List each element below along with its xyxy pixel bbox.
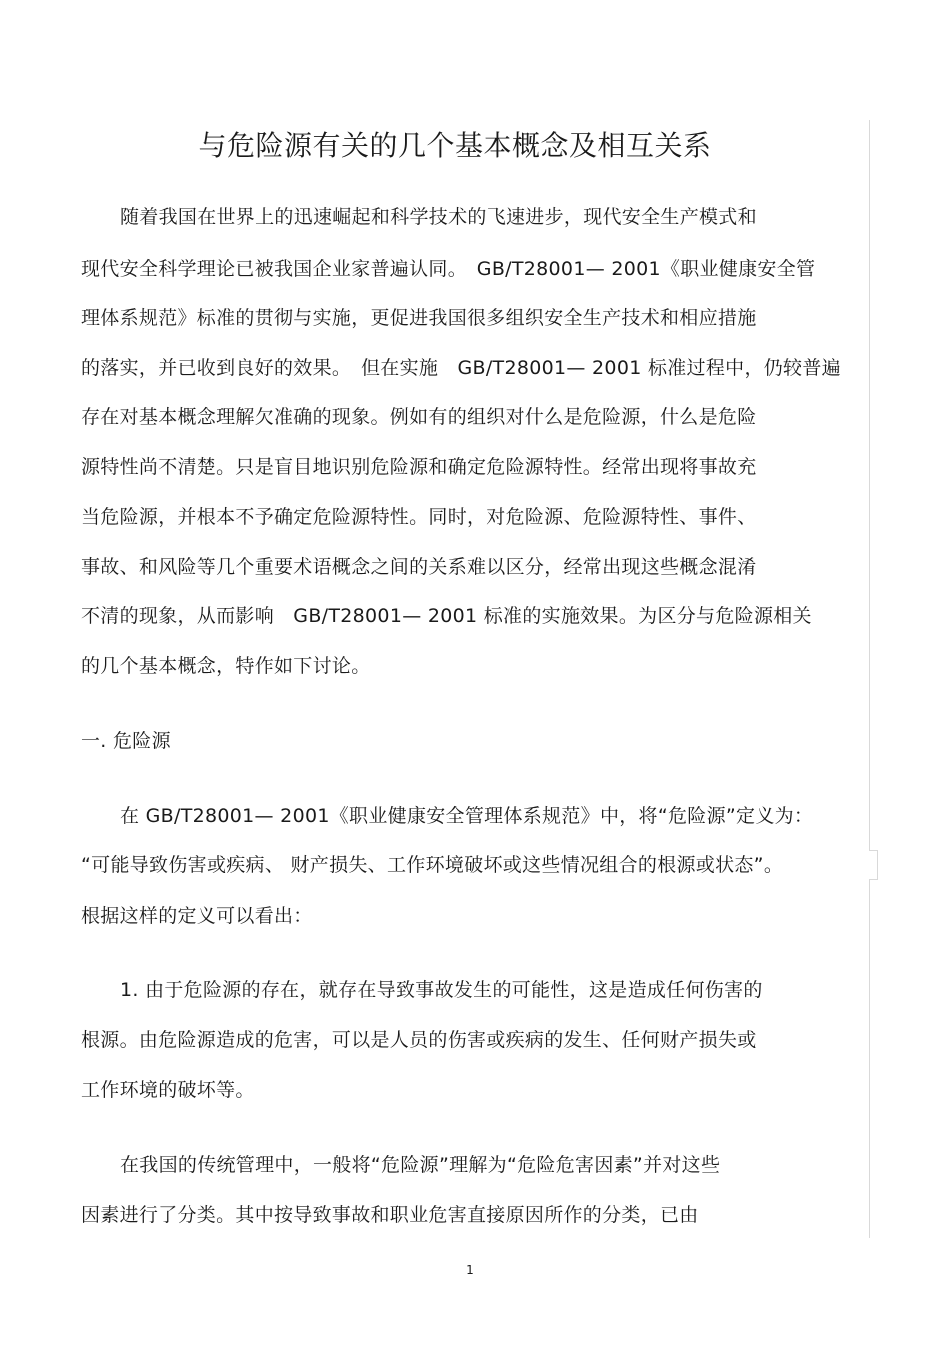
page-edge-tab <box>869 850 878 880</box>
paragraph-line: 理体系规范》标准的贯彻与实施，更促进我国很多组织安全生产技术和相应措施 <box>81 307 757 329</box>
paragraph-line: 因素进行了分类。其中按导致事故和职业危害直接原因所作的分类，已由 <box>81 1204 699 1226</box>
page-edge-line <box>869 120 870 1238</box>
paragraph-line: 在我国的传统管理中，一般将“危险源”理解为“危险危害因素”并对这些 <box>120 1154 721 1176</box>
page-number: 1 <box>466 1263 474 1277</box>
document-title: 与危险源有关的几个基本概念及相互关系 <box>198 129 712 162</box>
paragraph-line: 源特性尚不清楚。只是盲目地识别危险源和确定危险源特性。经常出现将事故充 <box>81 456 757 478</box>
paragraph-line: 存在对基本概念理解欠准确的现象。例如有的组织对什么是危险源，什么是危险 <box>81 406 757 428</box>
paragraph-line: 现代安全科学理论已被我国企业家普遍认同。 GB/T28001— 2001《职业健康安全管 <box>81 258 816 280</box>
paragraph-line: “可能导致伤害或疾病、 财产损失、工作环境破坏或这些情况组合的根源或状态”。 <box>81 854 784 876</box>
paragraph-line: 在 GB/T28001— 2001《职业健康安全管理体系规范》中，将“危险源”定义为： <box>120 805 814 827</box>
paragraph-line: 随着我国在世界上的迅速崛起和科学技术的飞速进步，现代安全生产模式和 <box>120 206 757 228</box>
paragraph-line: 的几个基本概念，特作如下讨论。 <box>81 655 371 677</box>
paragraph-line: 当危险源，并根本不予确定危险源特性。同时，对危险源、危险源特性、事件、 <box>81 506 757 528</box>
paragraph-line: 不清的现象，从而影响 GB/T28001— 2001 标准的实施效果。为区分与危险源相关 <box>81 605 812 627</box>
paragraph-line: 工作环境的破坏等。 <box>81 1079 255 1101</box>
paragraph-line: 根据这样的定义可以看出： <box>81 905 313 927</box>
list-item-line: 1. 由于危险源的存在，就存在导致事故发生的可能性，这是造成任何伤害的 <box>120 979 763 1001</box>
section-heading: 一. 危险源 <box>81 730 171 752</box>
paragraph-line: 事故、和风险等几个重要术语概念之间的关系难以区分，经常出现这些概念混淆 <box>81 556 757 578</box>
paragraph-line: 根源。由危险源造成的危害，可以是人员的伤害或疾病的发生、任何财产损失或 <box>81 1029 757 1051</box>
paragraph-line: 的落实，并已收到良好的效果。 但在实施 GB/T28001— 2001 标准过程中，仍较普遍 <box>81 357 841 379</box>
